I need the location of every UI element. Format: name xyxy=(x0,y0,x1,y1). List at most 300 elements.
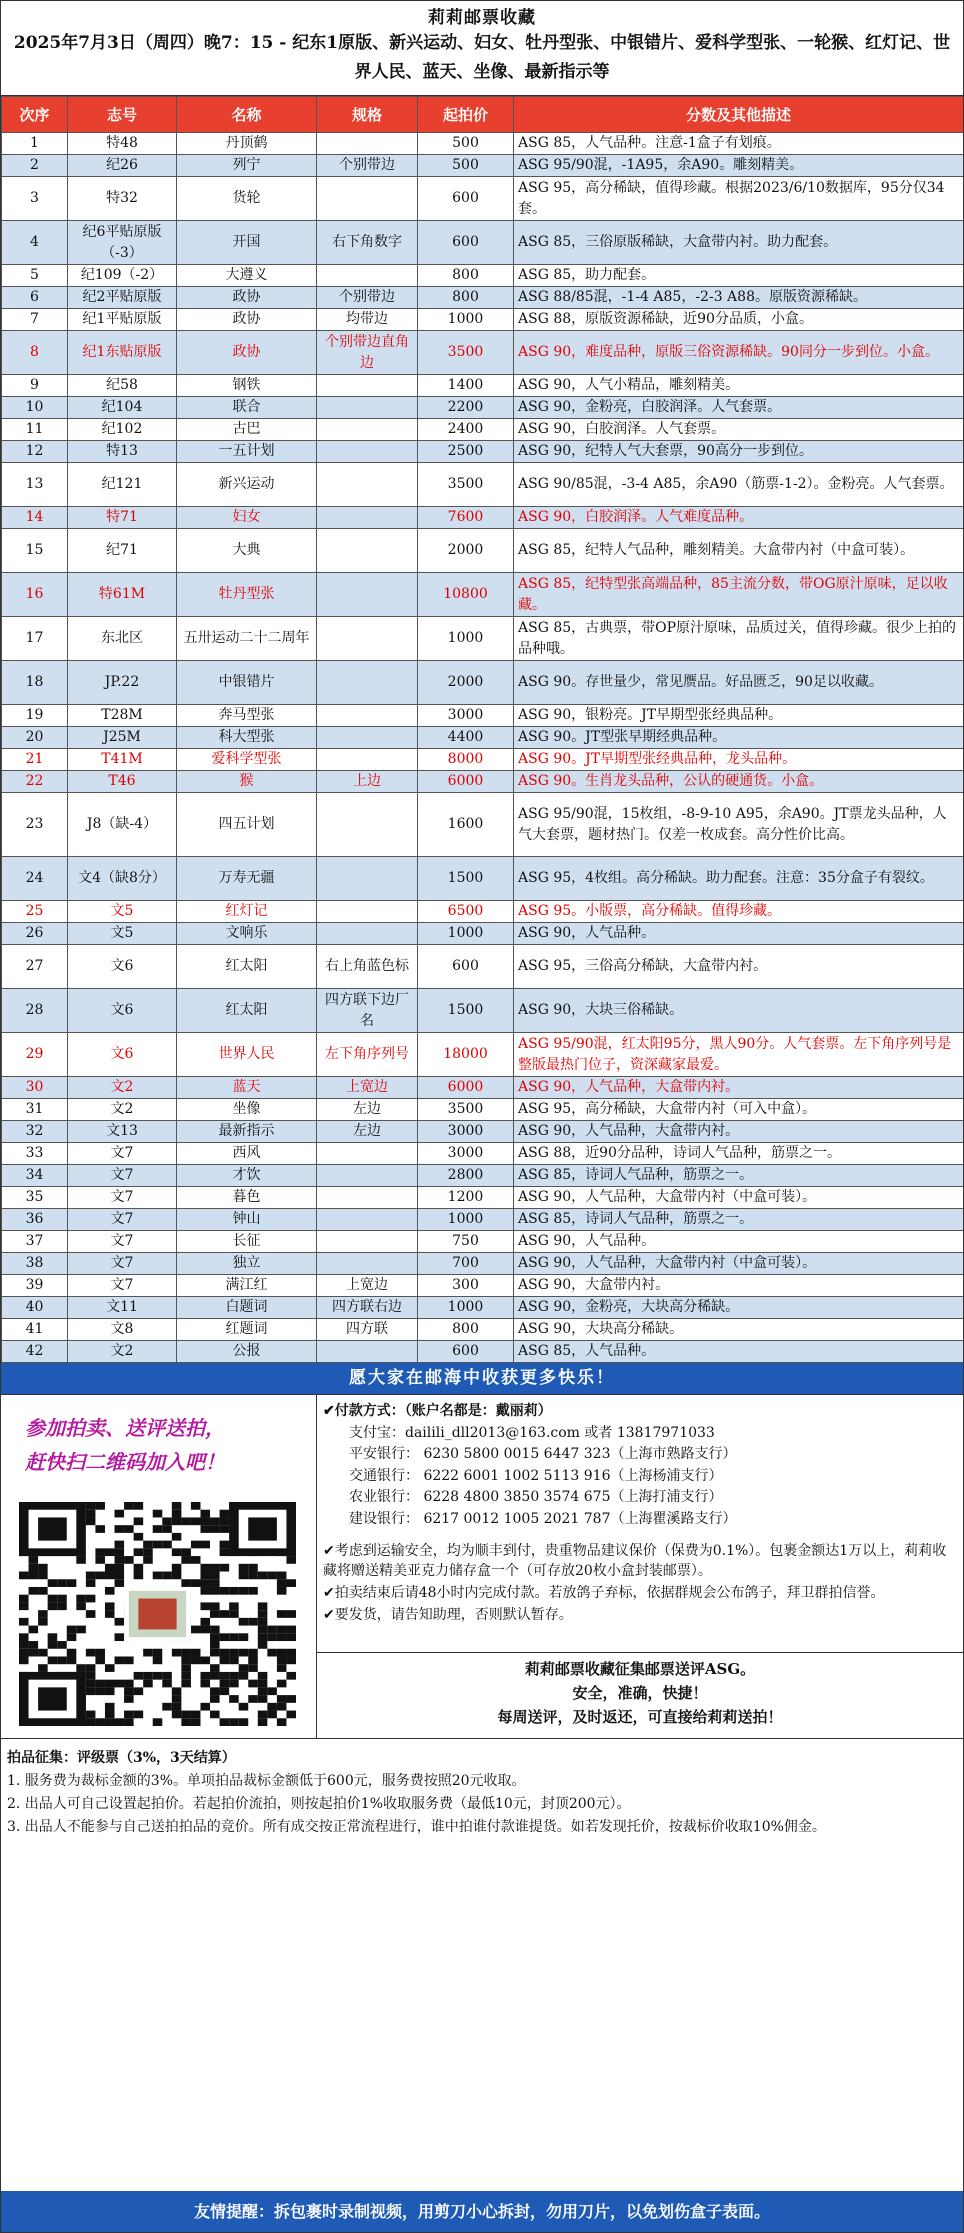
cell-code: 文2 xyxy=(68,1077,177,1099)
cell-spec xyxy=(317,507,418,529)
cell-desc: ASG 88，原版资源稀缺，近90分品质，小盒。 xyxy=(514,309,964,331)
cell-spec xyxy=(317,397,418,419)
cell-no: 31 xyxy=(2,1099,68,1121)
cell-desc: ASG 95，高分稀缺，值得珍藏。根据2023/6/10数据库，95分仅34套。 xyxy=(514,177,964,221)
cell-desc: ASG 90，纪特人气大套票，90高分一步到位。 xyxy=(514,441,964,463)
cell-price: 2400 xyxy=(418,419,514,441)
cell-price: 800 xyxy=(418,1319,514,1341)
cell-code: 文7 xyxy=(68,1143,177,1165)
cell-name: 文响乐 xyxy=(177,923,317,945)
bank-line: 交通银行： 6222 6001 1002 5113 916（上海杨浦支行） xyxy=(349,1467,723,1484)
table-row xyxy=(2,331,964,375)
table-row xyxy=(2,661,964,705)
cell-no: 5 xyxy=(2,265,68,287)
cell-code: 文2 xyxy=(68,1099,177,1121)
cell-desc: ASG 95。小版票，高分稀缺。值得珍藏。 xyxy=(514,901,964,923)
cell-code: 文11 xyxy=(68,1297,177,1319)
rule-item: 1. 服务费为裁标金额的3%。单项拍品裁标金额低于600元，服务费按照20元收取。 xyxy=(7,1773,526,1789)
cell-name: 钢铁 xyxy=(177,375,317,397)
cell-no: 25 xyxy=(2,901,68,923)
cell-code: 文13 xyxy=(68,1121,177,1143)
cell-code: 特13 xyxy=(68,441,177,463)
cell-desc: ASG 90，人气小精品，雕刻精美。 xyxy=(514,375,964,397)
cell-spec: 左边 xyxy=(317,1121,418,1143)
cell-name: 爱科学型张 xyxy=(177,749,317,771)
cell-no: 33 xyxy=(2,1143,68,1165)
cell-name: 钟山 xyxy=(177,1209,317,1231)
table-row xyxy=(2,1165,964,1187)
page-title: 莉莉邮票收藏 xyxy=(428,8,536,28)
cell-no: 10 xyxy=(2,397,68,419)
payment-note: ✔考虑到运输安全，均为顺丰到付，贵重物品建议保价（保费为0.1%）。包裹金额达1万以上，莉莉收藏将赠送精美亚克力储存盒一个（可存放20枚小盒封装邮票）。 xyxy=(323,1542,947,1579)
cell-code: 特61M xyxy=(68,573,177,617)
cell-desc: ASG 95，高分稀缺，大盒带内衬（可入中盒）。 xyxy=(514,1099,964,1121)
cell-no: 7 xyxy=(2,309,68,331)
cell-desc: ASG 85，三俗原版稀缺，大盒带内衬。助力配套。 xyxy=(514,221,964,265)
cell-code: 文7 xyxy=(68,1231,177,1253)
cell-code: 文7 xyxy=(68,1275,177,1297)
cell-spec xyxy=(317,1253,418,1275)
table-row xyxy=(2,1209,964,1231)
cell-code: 文4（缺8分） xyxy=(68,857,177,901)
cell-price: 3500 xyxy=(418,1099,514,1121)
table-row xyxy=(2,1253,964,1275)
cell-desc: ASG 90，大块三俗稀缺。 xyxy=(514,989,964,1033)
table-row xyxy=(2,771,964,793)
table-row xyxy=(2,1121,964,1143)
cell-price: 1000 xyxy=(418,617,514,661)
table-row xyxy=(2,617,964,661)
cell-price: 1000 xyxy=(418,1209,514,1231)
payment-note: ✔要发货，请告知助理，否则默认暂存。 xyxy=(323,1606,573,1623)
cell-code: 文2 xyxy=(68,1341,177,1363)
cell-desc: ASG 85，纪特型张高端品种，85主流分数，带OG原汁原味，足以收藏。 xyxy=(514,573,964,617)
table-row xyxy=(2,945,964,989)
cell-code: 文7 xyxy=(68,1187,177,1209)
cell-desc: ASG 95，三俗高分稀缺，大盒带内衬。 xyxy=(514,945,964,989)
bank-list xyxy=(323,1444,957,1530)
cell-spec: 上边 xyxy=(317,771,418,793)
cell-no: 38 xyxy=(2,1253,68,1275)
cell-desc: ASG 95，4枚组。高分稀缺。助力配套。注意：35分盒子有裂纹。 xyxy=(514,857,964,901)
cell-code: 文5 xyxy=(68,901,177,923)
table-row xyxy=(2,1077,964,1099)
cell-name: 公报 xyxy=(177,1341,317,1363)
cell-desc: ASG 90，难度品种，原版三俗资源稀缺。90同分一步到位。小盒。 xyxy=(514,331,964,375)
promo-line-1: 参加拍卖、送评送拍， xyxy=(25,1416,225,1440)
cell-price: 2000 xyxy=(418,529,514,573)
cell-spec xyxy=(317,1187,418,1209)
cell-desc: ASG 90，大盒带内衬。 xyxy=(514,1275,964,1297)
table-row xyxy=(2,177,964,221)
cell-spec: 个别带边 xyxy=(317,155,418,177)
table-row xyxy=(2,793,964,857)
table-row xyxy=(2,1231,964,1253)
cell-name: 牡丹型张 xyxy=(177,573,317,617)
cell-code: 文6 xyxy=(68,945,177,989)
cell-code: 特48 xyxy=(68,133,177,155)
column-header: 起拍价 xyxy=(418,97,514,133)
table-row xyxy=(2,705,964,727)
cell-spec xyxy=(317,133,418,155)
cell-price: 700 xyxy=(418,1253,514,1275)
cell-name: 坐像 xyxy=(177,1099,317,1121)
payment-notes xyxy=(323,1541,957,1625)
cell-desc: ASG 90，大块高分稀缺。 xyxy=(514,1319,964,1341)
table-row xyxy=(2,1341,964,1363)
cell-spec xyxy=(317,463,418,507)
cell-code: 纪58 xyxy=(68,375,177,397)
payment-heading: ✔付款方式：（账户名都是：戴丽莉） xyxy=(323,1403,552,1419)
cell-no: 19 xyxy=(2,705,68,727)
reminder-banner: 友情提醒：拆包裹时录制视频，用剪刀小心拆封，勿用刀片，以免划伤盒子表面。 xyxy=(1,2191,963,2232)
cell-name: 丹顶鹤 xyxy=(177,133,317,155)
cell-code: 纪1平贴原版 xyxy=(68,309,177,331)
cell-name: 奔马型张 xyxy=(177,705,317,727)
table-row xyxy=(2,507,964,529)
cell-price: 800 xyxy=(418,287,514,309)
info-section xyxy=(1,1394,963,1738)
cell-desc: ASG 90。JT早期型张经典品种，龙头品种。 xyxy=(514,749,964,771)
cell-code: T41M xyxy=(68,749,177,771)
cell-spec: 右下角数字 xyxy=(317,221,418,265)
cell-price: 1200 xyxy=(418,1187,514,1209)
cell-spec: 四方联 xyxy=(317,1319,418,1341)
table-row xyxy=(2,989,964,1033)
cell-spec xyxy=(317,1341,418,1363)
cell-spec: 均带边 xyxy=(317,309,418,331)
cell-no: 20 xyxy=(2,727,68,749)
cell-price: 3500 xyxy=(418,463,514,507)
cell-no: 32 xyxy=(2,1121,68,1143)
table-row xyxy=(2,309,964,331)
cell-price: 10800 xyxy=(418,573,514,617)
cell-desc: ASG 90，白胶润泽。人气套票。 xyxy=(514,419,964,441)
cell-name: 世界人民 xyxy=(177,1033,317,1077)
cell-name: 红灯记 xyxy=(177,901,317,923)
cell-spec xyxy=(317,1165,418,1187)
cell-price: 600 xyxy=(418,945,514,989)
cell-no: 26 xyxy=(2,923,68,945)
cell-no: 2 xyxy=(2,155,68,177)
cell-desc: ASG 85，助力配套。 xyxy=(514,265,964,287)
cell-spec xyxy=(317,1231,418,1253)
cell-desc: ASG 90/85混，-3-4 A85，余A90（筋票-1-2）。金粉亮。人气套票。 xyxy=(514,463,964,507)
cell-name: 政协 xyxy=(177,309,317,331)
cell-spec xyxy=(317,375,418,397)
cell-code: 东北区 xyxy=(68,617,177,661)
wish-banner: 愿大家在邮海中收获更多快乐！ xyxy=(1,1363,963,1394)
cell-price: 4400 xyxy=(418,727,514,749)
cell-desc: ASG 90，人气品种，大盒带内衬。 xyxy=(514,1121,964,1143)
cell-spec xyxy=(317,617,418,661)
cell-name: 猴 xyxy=(177,771,317,793)
cell-spec: 个别带边直角边 xyxy=(317,331,418,375)
table-row xyxy=(2,923,964,945)
cell-spec: 上宽边 xyxy=(317,1275,418,1297)
cell-code: 文7 xyxy=(68,1165,177,1187)
rules-heading: 拍品征集：评级票（3%，3天结算） xyxy=(7,1750,236,1766)
table-row xyxy=(2,397,964,419)
cell-code: 文7 xyxy=(68,1209,177,1231)
table-row xyxy=(2,1187,964,1209)
table-row xyxy=(2,1143,964,1165)
promo-panel xyxy=(1,1395,317,1738)
column-header: 规格 xyxy=(317,97,418,133)
auction-table xyxy=(1,96,964,1363)
cell-desc: ASG 90，人气品种，大盒带内衬（中盒可装）。 xyxy=(514,1253,964,1275)
cell-code: 纪71 xyxy=(68,529,177,573)
cell-no: 34 xyxy=(2,1165,68,1187)
cell-name: 大遵义 xyxy=(177,265,317,287)
cell-name: 蓝天 xyxy=(177,1077,317,1099)
cell-code: J8（缺-4） xyxy=(68,793,177,857)
cell-no: 13 xyxy=(2,463,68,507)
cell-name: 新兴运动 xyxy=(177,463,317,507)
cell-spec xyxy=(317,705,418,727)
rule-item: 3. 出品人不能参与自己送拍拍品的竞价。所有成交按正常流程进行，谁中拍谁付款谁提货。如若发现托价，按裁标价收取10%佣金。 xyxy=(7,1819,826,1835)
cell-price: 1500 xyxy=(418,989,514,1033)
rule-item: 2. 出品人可自己设置起拍价。若起拍价流拍，则按起拍价1%收取服务费（最低10元，封顶200元）。 xyxy=(7,1796,631,1812)
cell-name: 开国 xyxy=(177,221,317,265)
cell-code: 纪109（-2） xyxy=(68,265,177,287)
cell-name: 暮色 xyxy=(177,1187,317,1209)
cell-code: 纪6平贴原版（-3） xyxy=(68,221,177,265)
cell-desc: ASG 90，银粉亮。JT早期型张经典品种。 xyxy=(514,705,964,727)
cell-desc: ASG 90，人气品种。 xyxy=(514,1231,964,1253)
cell-name: 红题词 xyxy=(177,1319,317,1341)
cell-name: 科大型张 xyxy=(177,727,317,749)
cell-code: 文5 xyxy=(68,923,177,945)
lili-line-3: 每周送评，及时返还，可直接给莉莉送拍！ xyxy=(497,1708,783,1726)
cell-price: 750 xyxy=(418,1231,514,1253)
cell-spec xyxy=(317,573,418,617)
cell-desc: ASG 88，近90分品种，诗词人气品种，筋票之一。 xyxy=(514,1143,964,1165)
cell-no: 30 xyxy=(2,1077,68,1099)
column-header: 分数及其他描述 xyxy=(514,97,964,133)
cell-no: 24 xyxy=(2,857,68,901)
cell-name: 独立 xyxy=(177,1253,317,1275)
cell-name: 列宁 xyxy=(177,155,317,177)
cell-price: 3000 xyxy=(418,1121,514,1143)
cell-no: 6 xyxy=(2,287,68,309)
lili-line-2: 安全，准确，快捷！ xyxy=(572,1684,708,1702)
cell-desc: ASG 85，人气品种。 xyxy=(514,1341,964,1363)
cell-code: 纪2平贴原版 xyxy=(68,287,177,309)
table-header-row xyxy=(2,97,964,133)
cell-name: 四五计划 xyxy=(177,793,317,857)
cell-no: 41 xyxy=(2,1319,68,1341)
cell-price: 2800 xyxy=(418,1165,514,1187)
cell-spec xyxy=(317,177,418,221)
cell-name: 最新指示 xyxy=(177,1121,317,1143)
cell-spec xyxy=(317,727,418,749)
cell-code: JP.22 xyxy=(68,661,177,705)
cell-spec: 左下角序列号 xyxy=(317,1033,418,1077)
table-row xyxy=(2,1033,964,1077)
cell-desc: ASG 90，人气品种。 xyxy=(514,923,964,945)
cell-code: 文7 xyxy=(68,1253,177,1275)
cell-no: 9 xyxy=(2,375,68,397)
cell-spec xyxy=(317,661,418,705)
cell-no: 27 xyxy=(2,945,68,989)
cell-code: 纪102 xyxy=(68,419,177,441)
cell-no: 23 xyxy=(2,793,68,857)
cell-spec: 四方联右边 xyxy=(317,1297,418,1319)
cell-no: 15 xyxy=(2,529,68,573)
cell-name: 妇女 xyxy=(177,507,317,529)
cell-desc: ASG 90，金粉亮，白胶润泽。人气套票。 xyxy=(514,397,964,419)
cell-spec xyxy=(317,857,418,901)
cell-desc: ASG 95/90混，-1A95，余A90。雕刻精美。 xyxy=(514,155,964,177)
cell-name: 古巴 xyxy=(177,419,317,441)
cell-code: 纪26 xyxy=(68,155,177,177)
cell-name: 五卅运动二十二周年 xyxy=(177,617,317,661)
cell-price: 300 xyxy=(418,1275,514,1297)
table-row xyxy=(2,1297,964,1319)
cell-no: 37 xyxy=(2,1231,68,1253)
table-row xyxy=(2,441,964,463)
cell-code: 文6 xyxy=(68,1033,177,1077)
auction-subtitle: 2025年7月3日（周四）晚7：15 - 纪东1原版、新兴运动、妇女、牡丹型张、中银错片、爱科学型张、一轮猴、红灯记、世界人民、蓝天、坐像、最新指示等 xyxy=(13,33,951,82)
cell-no: 28 xyxy=(2,989,68,1033)
cell-price: 6000 xyxy=(418,1077,514,1099)
cell-no: 17 xyxy=(2,617,68,661)
cell-price: 1000 xyxy=(418,1297,514,1319)
cell-desc: ASG 85，古典票，带OP原汁原味，品质过关，值得珍藏。很少上拍的品种哦。 xyxy=(514,617,964,661)
payment-note: ✔拍卖结束后请48小时内完成付款。若放鸽子弃标，依据群规会公布鸽子，拜卫群拍信誉。 xyxy=(323,1584,885,1601)
cell-spec xyxy=(317,901,418,923)
bank-line: 农业银行： 6228 4800 3850 3574 675（上海打浦支行） xyxy=(349,1489,723,1506)
cell-code: J25M xyxy=(68,727,177,749)
cell-price: 6500 xyxy=(418,901,514,923)
table-row xyxy=(2,857,964,901)
cell-price: 3000 xyxy=(418,705,514,727)
lili-line-1: 莉莉邮票收藏征集邮票送评ASG。 xyxy=(524,1660,756,1678)
table-row xyxy=(2,573,964,617)
cell-desc: ASG 85，诗词人气品种，筋票之一。 xyxy=(514,1209,964,1231)
cell-name: 才饮 xyxy=(177,1165,317,1187)
cell-name: 红太阳 xyxy=(177,989,317,1033)
cell-no: 29 xyxy=(2,1033,68,1077)
cell-no: 21 xyxy=(2,749,68,771)
table-row xyxy=(2,1319,964,1341)
table-row xyxy=(2,1099,964,1121)
cell-no: 22 xyxy=(2,771,68,793)
cell-spec xyxy=(317,793,418,857)
cell-spec: 个别带边 xyxy=(317,287,418,309)
cell-price: 6000 xyxy=(418,771,514,793)
bank-line: 建设银行： 6217 0012 1005 2021 787（上海瞿溪路支行） xyxy=(349,1510,737,1527)
bank-line: 平安银行： 6230 5800 0015 6447 323（上海市熟路支行） xyxy=(349,1446,737,1463)
cell-spec xyxy=(317,1209,418,1231)
lili-service-box xyxy=(317,1652,963,1738)
cell-price: 1000 xyxy=(418,309,514,331)
cell-price: 8000 xyxy=(418,749,514,771)
table-row xyxy=(2,749,964,771)
cell-name: 白题词 xyxy=(177,1297,317,1319)
table-row xyxy=(2,529,964,573)
cell-no: 35 xyxy=(2,1187,68,1209)
cell-price: 1600 xyxy=(418,793,514,857)
cell-spec: 右上角蓝色标 xyxy=(317,945,418,989)
cell-no: 8 xyxy=(2,331,68,375)
cell-code: 文8 xyxy=(68,1319,177,1341)
cell-desc: ASG 90，金粉亮，大块高分稀缺。 xyxy=(514,1297,964,1319)
cell-no: 40 xyxy=(2,1297,68,1319)
table-row xyxy=(2,463,964,507)
cell-name: 货轮 xyxy=(177,177,317,221)
cell-no: 36 xyxy=(2,1209,68,1231)
cell-name: 政协 xyxy=(177,331,317,375)
cell-name: 中银错片 xyxy=(177,661,317,705)
cell-price: 2000 xyxy=(418,661,514,705)
table-row xyxy=(2,375,964,397)
cell-desc: ASG 85，纪特人气品种，雕刻精美。大盒带内衬（中盒可装）。 xyxy=(514,529,964,573)
cell-spec xyxy=(317,265,418,287)
cell-code: T46 xyxy=(68,771,177,793)
cell-price: 7600 xyxy=(418,507,514,529)
cell-spec xyxy=(317,1143,418,1165)
cell-desc: ASG 90。存世量少，常见赝品。好品匮乏，90足以收藏。 xyxy=(514,661,964,705)
cell-desc: ASG 90，白胶润泽。人气难度品种。 xyxy=(514,507,964,529)
cell-no: 4 xyxy=(2,221,68,265)
cell-no: 42 xyxy=(2,1341,68,1363)
table-row xyxy=(2,419,964,441)
cell-no: 3 xyxy=(2,177,68,221)
column-header: 志号 xyxy=(68,97,177,133)
cell-price: 3500 xyxy=(418,331,514,375)
cell-name: 红太阳 xyxy=(177,945,317,989)
cell-price: 600 xyxy=(418,221,514,265)
cell-no: 16 xyxy=(2,573,68,617)
table-row xyxy=(2,265,964,287)
cell-spec: 左边 xyxy=(317,1099,418,1121)
cell-desc: ASG 90。生肖龙头品种，公认的硬通货。小盒。 xyxy=(514,771,964,793)
cell-desc: ASG 95/90混，红太阳95分，黑人90分。人气套票。左下角序列号是整版最热门位子，资深藏家最爱。 xyxy=(514,1033,964,1077)
cell-price: 2500 xyxy=(418,441,514,463)
cell-spec xyxy=(317,529,418,573)
cell-spec xyxy=(317,923,418,945)
cell-code: 纪1东贴原版 xyxy=(68,331,177,375)
table-body xyxy=(2,133,964,1363)
cell-spec: 四方联下边厂名 xyxy=(317,989,418,1033)
table-row xyxy=(2,155,964,177)
promo-line-2: 赶快扫二维码加入吧！ xyxy=(25,1450,225,1474)
cell-spec xyxy=(317,441,418,463)
cell-price: 1500 xyxy=(418,857,514,901)
cell-spec xyxy=(317,749,418,771)
cell-price: 18000 xyxy=(418,1033,514,1077)
cell-desc: ASG 85，人气品种。注意-1盒子有划痕。 xyxy=(514,133,964,155)
cell-no: 18 xyxy=(2,661,68,705)
cell-no: 11 xyxy=(2,419,68,441)
qr-code-icon[interactable] xyxy=(19,1502,296,1726)
table-row xyxy=(2,133,964,155)
cell-spec: 上宽边 xyxy=(317,1077,418,1099)
cell-code: T28M xyxy=(68,705,177,727)
cell-name: 大典 xyxy=(177,529,317,573)
cell-code: 特71 xyxy=(68,507,177,529)
cell-code: 纪121 xyxy=(68,463,177,507)
cell-no: 12 xyxy=(2,441,68,463)
cell-no: 14 xyxy=(2,507,68,529)
cell-name: 联合 xyxy=(177,397,317,419)
cell-name: 一五计划 xyxy=(177,441,317,463)
table-row xyxy=(2,1275,964,1297)
cell-desc: ASG 90，人气品种，大盒带内衬。 xyxy=(514,1077,964,1099)
cell-price: 500 xyxy=(418,155,514,177)
